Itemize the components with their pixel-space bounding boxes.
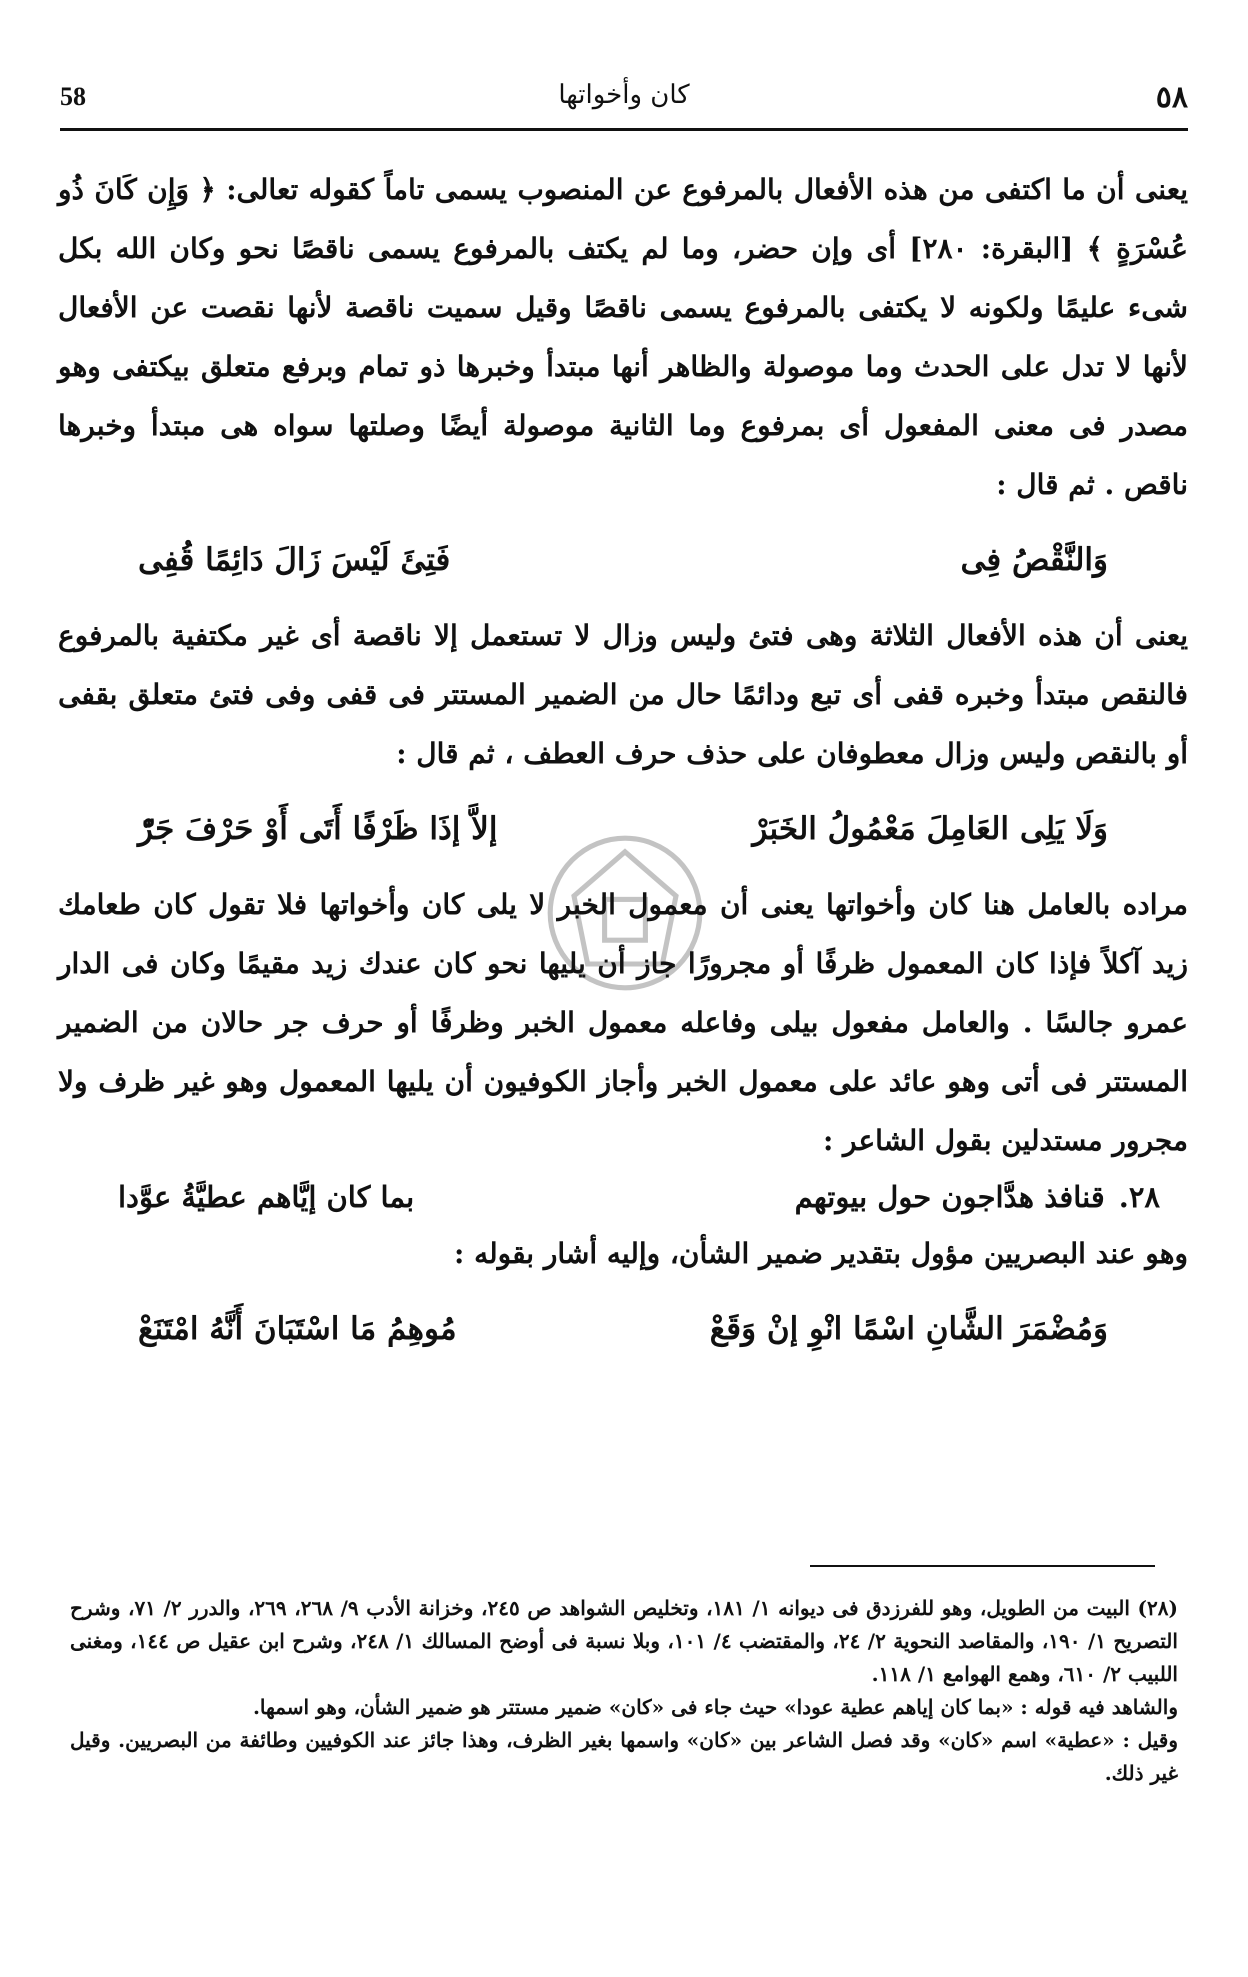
verse-1-first-hemistich: وَالنَّقْصُ فِى (960, 541, 1108, 578)
verse-3-first-hemistich (795, 1168, 1160, 1227)
page-header (60, 68, 1188, 131)
page-number-latin: 58 (60, 82, 86, 111)
paragraph-1: يعنى أن ما اكتفى من هذه الأفعال بالمرفوع عن المنصوب يسمى تاماً كقوله تعالى: ﴿ وَإِن كَانَ ذُو عُسْرَةٍ ﴾ [البقرة: ٢٨٠] أى وإن حضر، وما لم يكتف بالمرفوع يسمى ناقصًا نحو وكان الله بكل شىء عليمًا ولكونه لا يكتفى بالمرفوع يسمى ناقصًا وقيل سميت ناقصة لأنها نقصت عن الأفعال لأنها لا تدل على الحدث وما موصولة والظاهر أنها مبتدأ وخبرها ذو تمام وبرفع متعلق بيكتفى وهو مصدر فى معنى المفعول أى بمرفوع وما الثانية موصولة أيضًا وصلتها سواه هى مبتدأ وخبرها ناقص . ثم قال : (58, 173, 1189, 501)
verse-1 (58, 514, 1188, 606)
footnotes (70, 1592, 1178, 1790)
main-text (58, 160, 1188, 1375)
paragraph-4: وهو عند البصريين مؤول بتقدير ضمير الشأن، وإليه أشار بقوله : (454, 1237, 1188, 1270)
verse-3-number: ٢٨. (1118, 1179, 1160, 1214)
verse-2-first-hemistich: وَلَا يَلِى العَامِلَ مَعْمُولُ الخَبَرْ (752, 810, 1108, 847)
page-number-arabic: ٥٨ (1155, 80, 1188, 115)
verse-3-first-text: قنافذ هدَّاجون حول بيوتهم (794, 1179, 1105, 1214)
verse-2-second-hemistich: إلاَّ إذَا ظَرْفًا أَتَى أَوْ حَرْفَ جَرّْ (138, 810, 498, 847)
running-title: كان وأخواتها (558, 80, 690, 110)
footnote-28-alternative: وقيل : «عطية» اسم «كان» وقد فصل الشاعر بين «كان» واسمها بغير الظرف، وهذا جائز عند الكوفيين وطائفة من البصريين. وقيل غير ذلك. (70, 1728, 1178, 1785)
verse-4-first-hemistich: وَمُضْمَرَ الشَّانِ اسْمًا انْوِ إنْ وَقَعْ (709, 1310, 1108, 1347)
verse-4 (58, 1283, 1188, 1375)
footnote-28: (٢٨) البيت من الطويل، وهو للفرزدق فى ديوانه ١/ ١٨١، وتخليص الشواهد ص ٢٤٥، وخزانة الأدب ٩/ ٢٦٨، ٢٦٩، والدرر ٢/ ٧١، وشرح التصريح ١/ ١٩٠، والمقاصد النحوية ٢/ ٢٤، والمقتضب ٤/ ١٠١، وبلا نسبة فى أوضح المسالك ١/ ٢٤٨، وشرح ابن عقيل ص ١٤٤، ومغنى اللبيب ٢/ ٦١٠، وهمع الهوامع ١/ ١١٨. (70, 1596, 1178, 1686)
verse-2 (58, 783, 1188, 875)
verse-1-second-hemistich: فَتِئَ لَيْسَ زَالَ دَائِمًا قُفِى (138, 541, 451, 578)
verse-4-second-hemistich: مُوهِمُ مَا اسْتَبَانَ أَنَّهُ امْتَنَعْ (138, 1310, 457, 1347)
paragraph-3: مراده بالعامل هنا كان وأخواتها يعنى أن معمول الخبر لا يلى كان وأخواتها فلا تقول كان طعامك زيد آكلاً فإذا كان المعمول ظرفًا أو مجرورًا جاز أن يليها نحو كان عندك زيد مقيمًا وكان فى الدار عمرو جالسًا . والعامل مفعول بيلى وفاعله معمول الخبر وظرفًا أو حرف جر حالان من الضمير المستتر فى أتى وهو عائد على معمول الخبر وأجاز الكوفيون أن يليها المعمول وهو غير ظرف ولا مجرور مستدلين بقول الشاعر : (58, 888, 1189, 1157)
verse-3 (58, 1170, 1188, 1224)
footnote-separator (810, 1565, 1155, 1567)
footnote-28-evidence: والشاهد فيه قوله : «بما كان إياهم عطية عودا» حيث جاء فى «كان» ضمير مستتر هو ضمير الشأن، وهو اسمها. (252, 1695, 1178, 1719)
paragraph-2: يعنى أن هذه الأفعال الثلاثة وهى فتئ وليس وزال لا تستعمل إلا ناقصة أى غير مكتفية بالمرفوع فالنقص مبتدأ وخبره قفى أى تبع ودائمًا حال من الضمير المستتر فى قفى وفى فتئ متعلق بقفى أو بالنقص وليس وزال معطوفان على حذف حرف العطف ، ثم قال : (58, 619, 1188, 770)
verse-3-second-hemistich: بما كان إيَّاهم عطيَّةُ عوَّدا (118, 1179, 415, 1214)
